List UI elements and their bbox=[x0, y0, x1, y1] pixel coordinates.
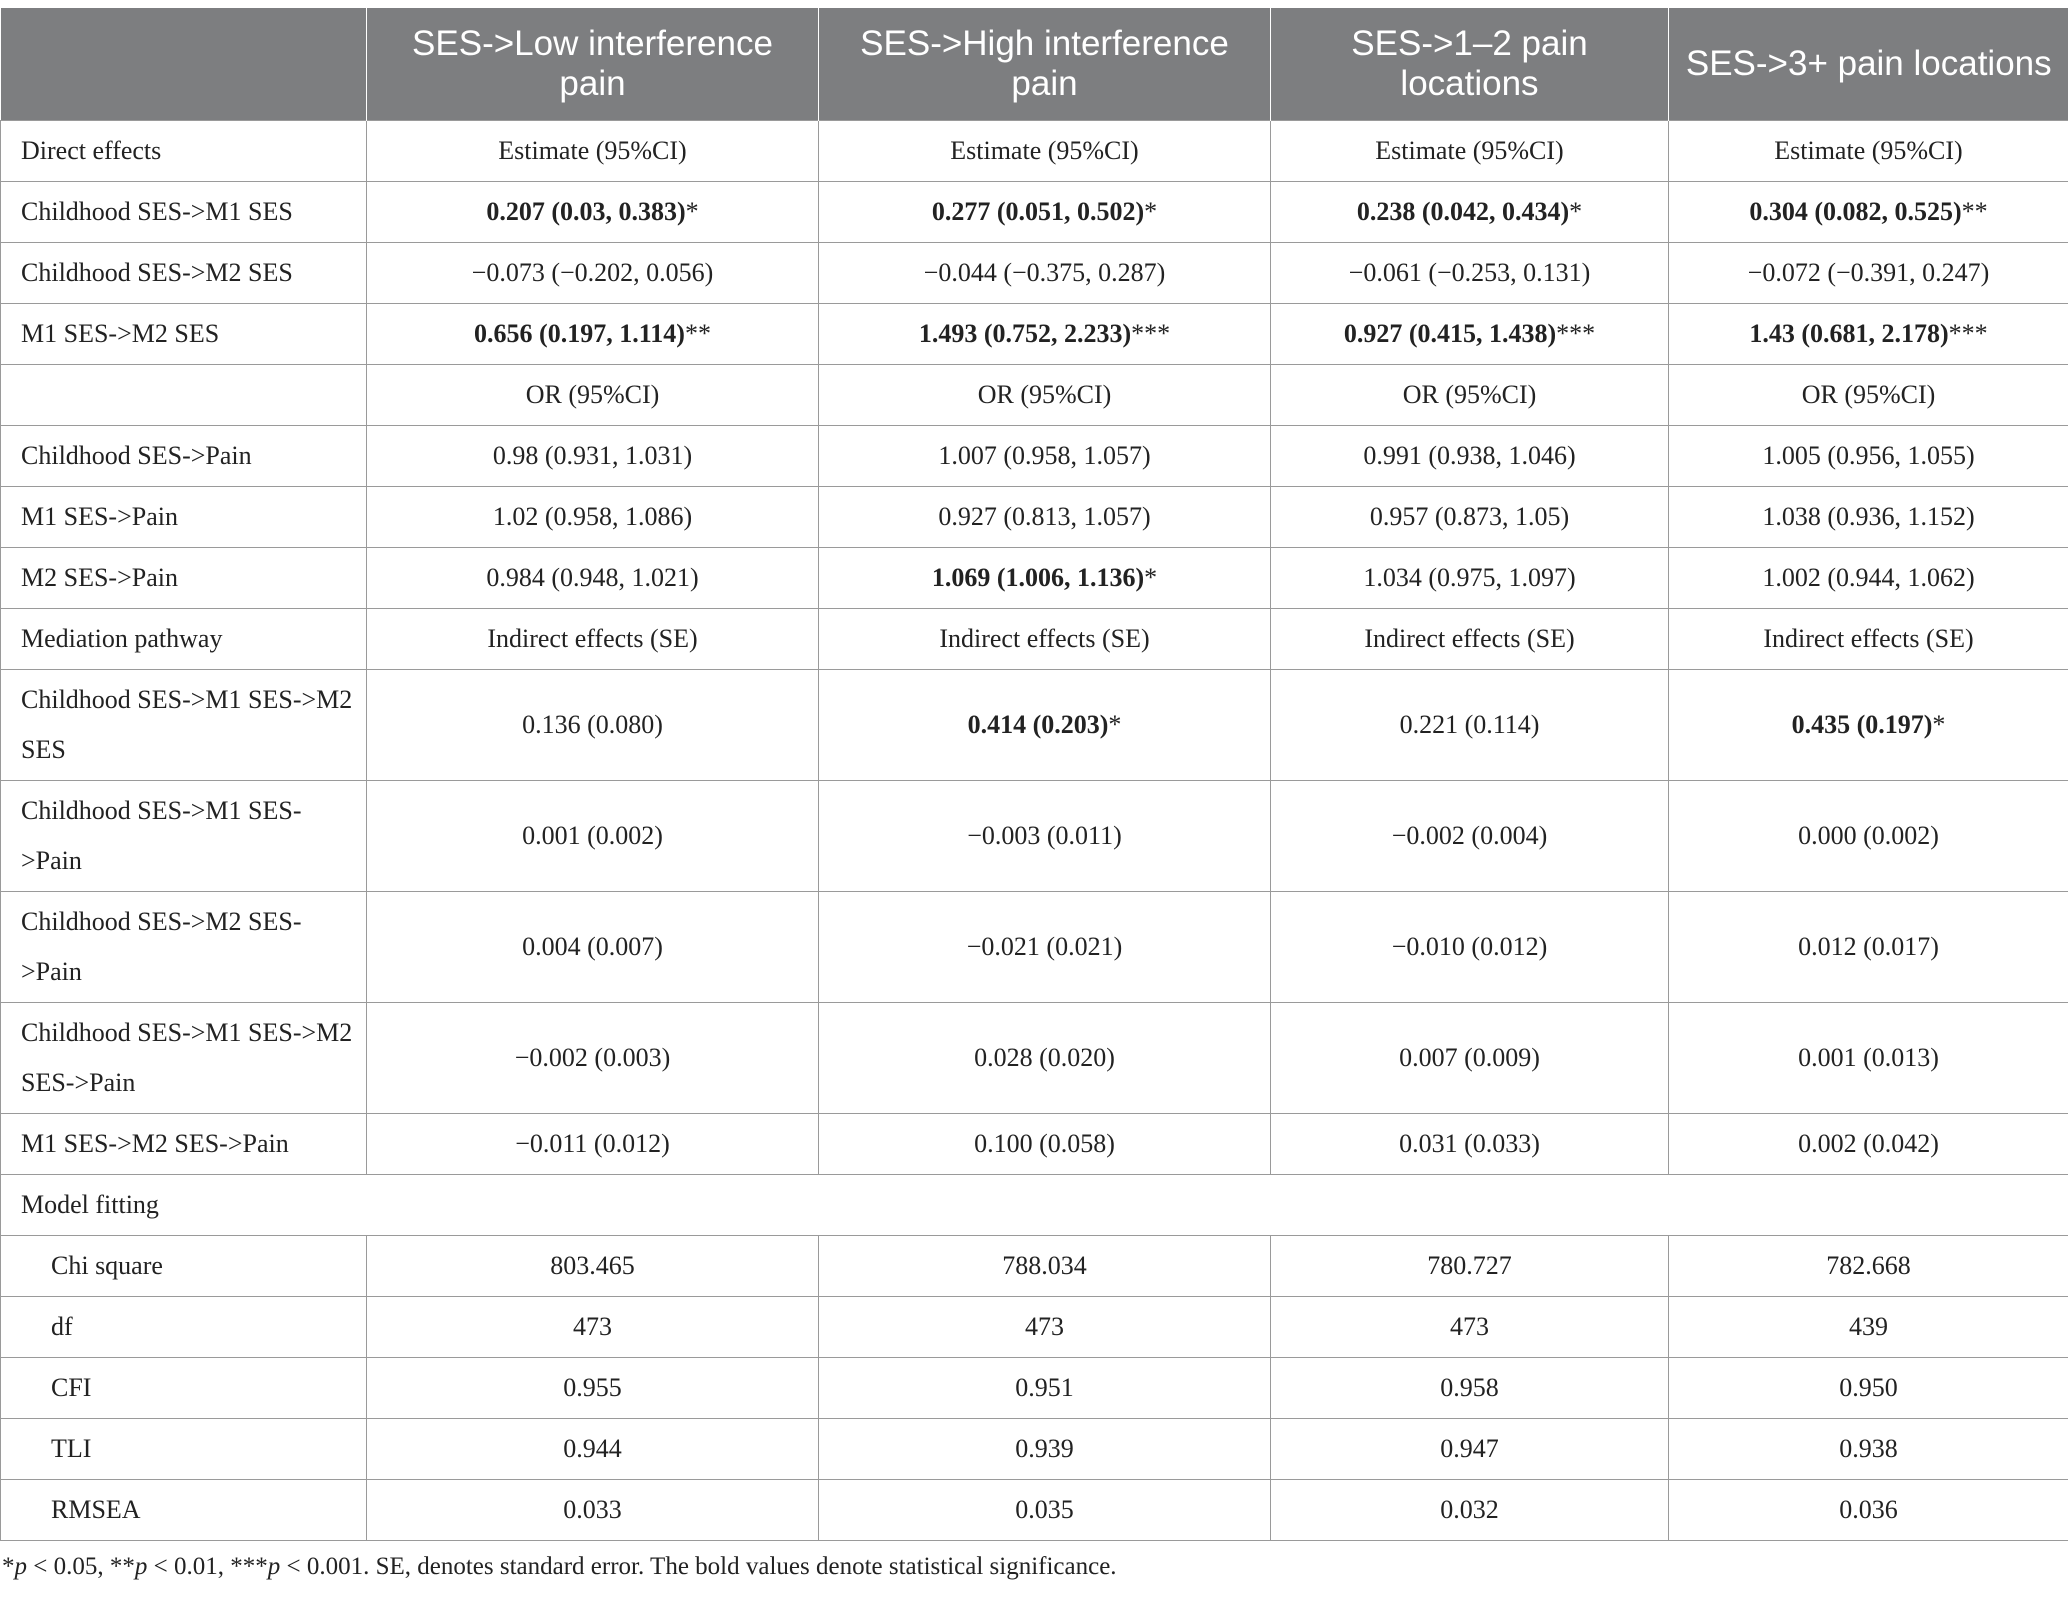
cell-value: 1.007 (0.958, 1.057) bbox=[938, 440, 1151, 470]
header-cell-1-2-locations: SES->1–2 pain locations bbox=[1271, 8, 1669, 120]
cell-value: 0.000 (0.002) bbox=[1798, 820, 1939, 850]
cell-value: 0.001 (0.002) bbox=[522, 820, 663, 850]
footnote-italic: p bbox=[134, 1552, 148, 1580]
table-cell bbox=[1669, 242, 2068, 303]
table-cell bbox=[1271, 1357, 1669, 1418]
table-cell bbox=[819, 303, 1271, 364]
significant-value: 1.069 (1.006, 1.136) bbox=[931, 562, 1145, 592]
row-label: CFI bbox=[1, 1357, 367, 1418]
table-cell bbox=[1669, 120, 2068, 181]
row-label: Childhood SES->M1 SES bbox=[1, 181, 367, 242]
cell-value: 0.939 bbox=[1015, 1433, 1074, 1463]
table-cell bbox=[1271, 891, 1669, 1002]
cell-value: 788.034 bbox=[1002, 1250, 1087, 1280]
significant-value: 0.238 (0.042, 0.434) bbox=[1356, 196, 1570, 226]
table-row bbox=[1, 364, 2068, 425]
table-cell bbox=[1271, 242, 1669, 303]
cell-value: 0.221 (0.114) bbox=[1399, 709, 1540, 739]
cell-value: 439 bbox=[1849, 1311, 1888, 1341]
table-cell bbox=[819, 780, 1271, 891]
cell-value: Indirect effects (SE) bbox=[487, 623, 698, 653]
row-label: M1 SES->M2 SES->Pain bbox=[1, 1113, 367, 1174]
table-cell bbox=[367, 120, 819, 181]
cell-value: −0.003 (0.011) bbox=[967, 820, 1122, 850]
table-cell bbox=[819, 891, 1271, 1002]
cell-value: 0.031 (0.033) bbox=[1399, 1128, 1540, 1158]
table-cell bbox=[1271, 1113, 1669, 1174]
table-cell bbox=[819, 1002, 1271, 1113]
significance-stars: *** bbox=[1948, 318, 1988, 348]
cell-value: 0.951 bbox=[1015, 1372, 1074, 1402]
significance-stars: * bbox=[1144, 196, 1158, 226]
cell-value: 0.007 (0.009) bbox=[1399, 1042, 1540, 1072]
footnote-text: < 0.001. SE, denotes standard error. The bold values denote statistical significance. bbox=[280, 1552, 1117, 1580]
footnote-italic: p bbox=[14, 1552, 27, 1580]
table-cell bbox=[819, 242, 1271, 303]
header-row bbox=[1, 8, 2068, 120]
table-footnote bbox=[0, 1553, 2068, 1581]
cell-value: 803.465 bbox=[550, 1250, 635, 1280]
cell-value: −0.073 (−0.202, 0.056) bbox=[471, 257, 714, 287]
significance-stars: * bbox=[685, 196, 699, 226]
cell-value: 0.033 bbox=[563, 1494, 622, 1524]
table-cell bbox=[367, 242, 819, 303]
cell-value: 0.100 (0.058) bbox=[974, 1128, 1115, 1158]
table-cell bbox=[367, 181, 819, 242]
cell-value: −0.011 (0.012) bbox=[515, 1128, 670, 1158]
table-cell bbox=[1271, 780, 1669, 891]
cell-value: 473 bbox=[1450, 1311, 1489, 1341]
significant-value: 0.927 (0.415, 1.438) bbox=[1343, 318, 1557, 348]
table-cell bbox=[367, 1418, 819, 1479]
cell-value: 0.991 (0.938, 1.046) bbox=[1363, 440, 1576, 470]
table-cell bbox=[1669, 891, 2068, 1002]
table-cell bbox=[1271, 608, 1669, 669]
table-cell bbox=[367, 891, 819, 1002]
significant-value: 0.656 (0.197, 1.114) bbox=[474, 318, 685, 348]
cell-value: 0.028 (0.020) bbox=[974, 1042, 1115, 1072]
table-row bbox=[1, 891, 2068, 1002]
table-cell bbox=[819, 1357, 1271, 1418]
cell-value: 0.032 bbox=[1440, 1494, 1499, 1524]
cell-value: 780.727 bbox=[1427, 1250, 1512, 1280]
row-label: Model fitting bbox=[1, 1174, 2068, 1235]
row-label: M2 SES->Pain bbox=[1, 547, 367, 608]
cell-value: 0.035 bbox=[1015, 1494, 1074, 1524]
row-label: RMSEA bbox=[1, 1479, 367, 1540]
table-cell bbox=[1669, 1235, 2068, 1296]
table-cell bbox=[367, 1113, 819, 1174]
table-cell bbox=[1271, 181, 1669, 242]
footnote-text: < 0.05, ** bbox=[27, 1552, 135, 1580]
significant-value: 0.277 (0.051, 0.502) bbox=[931, 196, 1145, 226]
footnote-text: < 0.01, *** bbox=[147, 1552, 268, 1580]
row-label: Chi square bbox=[1, 1235, 367, 1296]
cell-value: −0.072 (−0.391, 0.247) bbox=[1747, 257, 1990, 287]
cell-value: 0.98 (0.931, 1.031) bbox=[492, 440, 693, 470]
table-row bbox=[1, 1418, 2068, 1479]
table-row bbox=[1, 486, 2068, 547]
header-cell-blank bbox=[1, 8, 367, 120]
significant-value: 0.207 (0.03, 0.383) bbox=[486, 196, 686, 226]
table-cell bbox=[819, 120, 1271, 181]
cell-value: OR (95%CI) bbox=[977, 379, 1112, 409]
table-cell bbox=[1669, 1357, 2068, 1418]
cell-value: −0.044 (−0.375, 0.287) bbox=[923, 257, 1166, 287]
cell-value: OR (95%CI) bbox=[1402, 379, 1537, 409]
table-cell bbox=[819, 1418, 1271, 1479]
table-cell bbox=[1271, 1002, 1669, 1113]
row-label: Direct effects bbox=[1, 120, 367, 181]
significance-stars: * bbox=[1108, 709, 1122, 739]
table-cell bbox=[819, 669, 1271, 780]
cell-value: 0.927 (0.813, 1.057) bbox=[938, 501, 1151, 531]
cell-value: Indirect effects (SE) bbox=[1763, 623, 1974, 653]
table-cell bbox=[1669, 669, 2068, 780]
table-row bbox=[1, 181, 2068, 242]
table-cell bbox=[1669, 181, 2068, 242]
table-cell bbox=[1669, 547, 2068, 608]
row-label: M1 SES->Pain bbox=[1, 486, 367, 547]
header-cell-high-interference: SES->High interference pain bbox=[819, 8, 1271, 120]
cell-value: 0.002 (0.042) bbox=[1798, 1128, 1939, 1158]
header-cell-3plus-locations: SES->3+ pain locations bbox=[1669, 8, 2068, 120]
cell-value: Estimate (95%CI) bbox=[498, 135, 687, 165]
cell-value: Estimate (95%CI) bbox=[1375, 135, 1564, 165]
cell-value: 1.005 (0.956, 1.055) bbox=[1762, 440, 1975, 470]
row-label: Childhood SES->M2 SES bbox=[1, 242, 367, 303]
row-label: Childhood SES->M2 SES->Pain bbox=[1, 891, 367, 1002]
table-cell bbox=[1669, 608, 2068, 669]
table-cell bbox=[1669, 1113, 2068, 1174]
table-cell bbox=[367, 1479, 819, 1540]
table-cell bbox=[1271, 364, 1669, 425]
table-cell bbox=[819, 1235, 1271, 1296]
significance-stars: *** bbox=[1131, 318, 1171, 348]
table-row bbox=[1, 547, 2068, 608]
cell-value: 473 bbox=[573, 1311, 612, 1341]
cell-value: 1.034 (0.975, 1.097) bbox=[1363, 562, 1576, 592]
table-cell bbox=[367, 780, 819, 891]
table-row bbox=[1, 669, 2068, 780]
row-label: Childhood SES->M1 SES->Pain bbox=[1, 780, 367, 891]
cell-value: 782.668 bbox=[1826, 1250, 1911, 1280]
significance-stars: * bbox=[1144, 562, 1158, 592]
significant-value: 0.304 (0.082, 0.525) bbox=[1749, 196, 1962, 226]
significance-stars: * bbox=[1932, 709, 1946, 739]
significant-value: 0.435 (0.197) bbox=[1791, 709, 1933, 739]
table-cell bbox=[1669, 1418, 2068, 1479]
cell-value: OR (95%CI) bbox=[525, 379, 660, 409]
cell-value: Indirect effects (SE) bbox=[1364, 623, 1575, 653]
significant-value: 1.43 (0.681, 2.178) bbox=[1749, 318, 1949, 348]
significant-value: 0.414 (0.203) bbox=[967, 709, 1109, 739]
table-cell bbox=[367, 486, 819, 547]
cell-value: −0.002 (0.004) bbox=[1391, 820, 1548, 850]
significance-stars: ** bbox=[1961, 196, 1988, 226]
table-cell bbox=[1271, 303, 1669, 364]
table-cell bbox=[1669, 1002, 2068, 1113]
table-cell bbox=[367, 364, 819, 425]
table-row bbox=[1, 1113, 2068, 1174]
table-cell bbox=[367, 425, 819, 486]
table-cell bbox=[367, 608, 819, 669]
significance-stars: * bbox=[1569, 196, 1583, 226]
table-cell bbox=[1271, 425, 1669, 486]
row-label: Childhood SES->M1 SES->M2 SES bbox=[1, 669, 367, 780]
table-row bbox=[1, 303, 2068, 364]
cell-value: 0.984 (0.948, 1.021) bbox=[486, 562, 699, 592]
table-cell bbox=[819, 1479, 1271, 1540]
cell-value: −0.010 (0.012) bbox=[1391, 931, 1548, 961]
table-cell bbox=[819, 364, 1271, 425]
table-cell bbox=[1271, 1296, 1669, 1357]
significance-stars: *** bbox=[1556, 318, 1596, 348]
table-cell bbox=[367, 1296, 819, 1357]
table-cell bbox=[1669, 1479, 2068, 1540]
row-label bbox=[1, 364, 367, 425]
cell-value: 0.938 bbox=[1839, 1433, 1898, 1463]
row-label: M1 SES->M2 SES bbox=[1, 303, 367, 364]
cell-value: Estimate (95%CI) bbox=[1774, 135, 1963, 165]
table-cell bbox=[367, 303, 819, 364]
header-cell-low-interference: SES->Low interference pain bbox=[367, 8, 819, 120]
cell-value: −0.021 (0.021) bbox=[966, 931, 1123, 961]
table-cell bbox=[819, 486, 1271, 547]
cell-value: 0.136 (0.080) bbox=[522, 709, 663, 739]
table-cell bbox=[367, 1235, 819, 1296]
table-cell bbox=[819, 1296, 1271, 1357]
cell-value: 1.002 (0.944, 1.062) bbox=[1762, 562, 1975, 592]
cell-value: −0.002 (0.003) bbox=[514, 1042, 671, 1072]
table-row bbox=[1, 120, 2068, 181]
cell-value: 0.958 bbox=[1440, 1372, 1499, 1402]
cell-value: 0.944 bbox=[563, 1433, 622, 1463]
table-cell bbox=[1669, 1296, 2068, 1357]
footnote-text: * bbox=[2, 1552, 15, 1580]
row-label: Mediation pathway bbox=[1, 608, 367, 669]
table-cell bbox=[1271, 669, 1669, 780]
table-row bbox=[1, 425, 2068, 486]
row-label: Childhood SES->M1 SES->M2 SES->Pain bbox=[1, 1002, 367, 1113]
table-cell bbox=[1271, 1235, 1669, 1296]
table-row bbox=[1, 608, 2068, 669]
cell-value: 1.02 (0.958, 1.086) bbox=[492, 501, 693, 531]
table-cell bbox=[1669, 486, 2068, 547]
table-cell bbox=[1271, 1418, 1669, 1479]
results-table bbox=[0, 8, 2068, 1541]
cell-value: 0.036 bbox=[1839, 1494, 1898, 1524]
table-cell bbox=[819, 547, 1271, 608]
row-label: df bbox=[1, 1296, 367, 1357]
cell-value: 0.012 (0.017) bbox=[1798, 931, 1939, 961]
cell-value: −0.061 (−0.253, 0.131) bbox=[1348, 257, 1591, 287]
table-row bbox=[1, 780, 2068, 891]
table-row bbox=[1, 1296, 2068, 1357]
cell-value: Indirect effects (SE) bbox=[939, 623, 1150, 653]
significant-value: 1.493 (0.752, 2.233) bbox=[918, 318, 1132, 348]
cell-value: 0.947 bbox=[1440, 1433, 1499, 1463]
cell-value: 1.038 (0.936, 1.152) bbox=[1762, 501, 1975, 531]
cell-value: OR (95%CI) bbox=[1801, 379, 1936, 409]
cell-value: 0.001 (0.013) bbox=[1798, 1042, 1939, 1072]
table-cell bbox=[819, 608, 1271, 669]
table-cell bbox=[819, 181, 1271, 242]
table-cell bbox=[819, 1113, 1271, 1174]
significance-stars: ** bbox=[684, 318, 711, 348]
table-row bbox=[1, 1235, 2068, 1296]
table-cell bbox=[1271, 120, 1669, 181]
table-cell bbox=[819, 425, 1271, 486]
cell-value: 0.950 bbox=[1839, 1372, 1898, 1402]
table-row bbox=[1, 242, 2068, 303]
cell-value: 0.957 (0.873, 1.05) bbox=[1369, 501, 1570, 531]
footnote-italic: p bbox=[267, 1552, 281, 1580]
table-cell bbox=[1271, 1479, 1669, 1540]
row-label: TLI bbox=[1, 1418, 367, 1479]
row-label: Childhood SES->Pain bbox=[1, 425, 367, 486]
table-cell bbox=[1669, 780, 2068, 891]
table-cell bbox=[1669, 303, 2068, 364]
table-cell bbox=[367, 1002, 819, 1113]
cell-value: Estimate (95%CI) bbox=[950, 135, 1139, 165]
table-cell bbox=[1669, 364, 2068, 425]
table-row bbox=[1, 1357, 2068, 1418]
table-cell bbox=[367, 1357, 819, 1418]
table-row bbox=[1, 1479, 2068, 1540]
cell-value: 0.004 (0.007) bbox=[522, 931, 663, 961]
table-container bbox=[0, 8, 2068, 1581]
table-row bbox=[1, 1174, 2068, 1235]
table-cell bbox=[1669, 425, 2068, 486]
cell-value: 473 bbox=[1025, 1311, 1064, 1341]
cell-value: 0.955 bbox=[563, 1372, 622, 1402]
table-cell bbox=[367, 547, 819, 608]
table-cell bbox=[1271, 547, 1669, 608]
table-cell bbox=[367, 669, 819, 780]
table-cell bbox=[1271, 486, 1669, 547]
table-row bbox=[1, 1002, 2068, 1113]
